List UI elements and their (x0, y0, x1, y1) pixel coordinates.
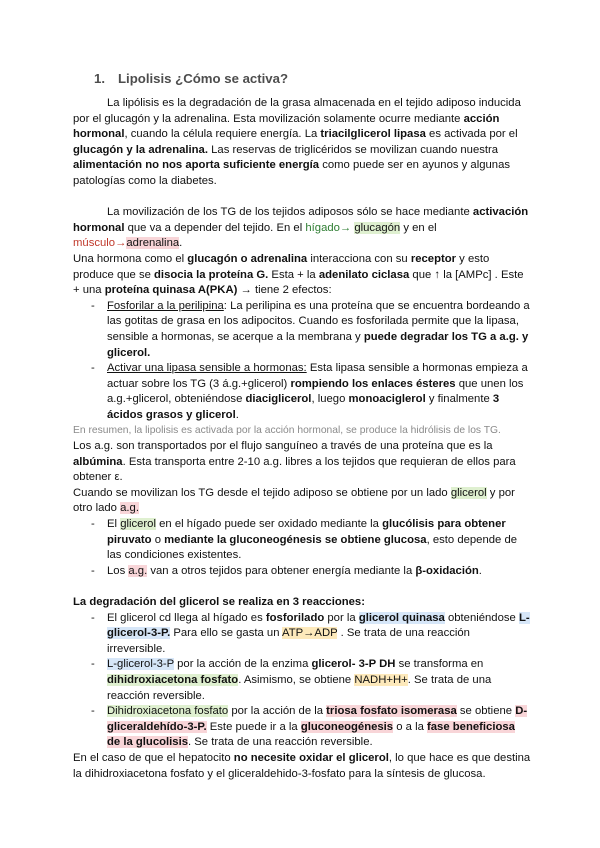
text: , esto depende de las condiciones existentes. (107, 533, 518, 562)
highlight-nadh: NADH+H+ (354, 673, 408, 686)
text: Para ello se gasta un (170, 627, 282, 640)
highlight-pathway: fase beneficiosa de la glucolisis (107, 720, 515, 749)
text: Cuando se movilizan los TG desde el tejido adiposo se obtiene por un lado (73, 486, 451, 499)
text: y esto produce que se (73, 252, 490, 281)
text: como puede ser en ayunos y algunas patologías como la diabetes. (73, 159, 510, 187)
summary-note: En resumen, la lipolisis es activada por la acción hormonal, se produce la hidrólisis de los TG. (73, 425, 501, 437)
highlight-enzyme: glicerol quinasa (358, 611, 445, 624)
bold-text: glucagón o adrenalina (187, 252, 308, 265)
text: → tiene 2 efectos: (237, 284, 332, 297)
liver-text: hígado→ (305, 221, 355, 234)
bold-text: glucólisis para obtener piruvato (107, 518, 506, 546)
paragraph-transport (73, 439, 531, 486)
fates-list (73, 517, 531, 579)
text: , lo que hace es que destina la dihidroxiacetona fosfato y el gliceraldehido-3-fosfato para la síntesis de glucosa. (73, 751, 531, 780)
list-item (73, 704, 531, 751)
bold-text: acción hormonal (73, 112, 500, 141)
text: . Se trata de una reacción reversible. (188, 736, 373, 749)
text: , cuando la célula requiere energía. La (124, 128, 321, 141)
bold-text: adenilato ciclasa (318, 268, 410, 281)
list-item (73, 517, 531, 564)
bold-text: diaciglicerol (245, 393, 312, 406)
bold-text: rompiendo los enlaces ésteres (290, 377, 456, 390)
bold-text: no necesite oxidar el glicerol (233, 751, 389, 764)
paragraph-tissue (73, 205, 531, 252)
text: que va a depender del tejido. En el (124, 221, 306, 234)
text: interacciona con su (307, 252, 411, 265)
text: o (151, 533, 165, 546)
text: . (235, 408, 239, 421)
highlight-adrenaline: adrenalina (126, 237, 180, 250)
bold-text: La degradación del glicerol se realiza en 3 reacciones: (73, 596, 365, 608)
text: El glicerol cd llega al hígado es (107, 611, 266, 624)
text: o a la (393, 720, 428, 733)
highlight-fatty-acids: a.g. (128, 564, 148, 577)
bold-text: puede degradar los TG a a.g. y glicerol. (107, 330, 529, 359)
text: Esta lipasa sensible a hormonas empieza a actuar sobre los TG (3 á.g.+glicerol) (107, 362, 528, 390)
list-item (73, 299, 531, 361)
bold-text: mediante la gluconeogénesis se obtiene glucosa (164, 533, 427, 546)
text: Esta + la (268, 268, 319, 281)
highlight-atp: ATP→ADP (282, 627, 338, 640)
paragraph-conclusion (73, 751, 531, 782)
bold-text: 3 ácidos grasos y glicerol (107, 393, 500, 421)
text: : La perilipina es una proteína que se encuentra bordeando a las gotitas de grasa en los adipocitos. Cuando es fosforilada permite que la lipasa, sensible a hormonas, se acerque a la membrana y (107, 299, 530, 343)
highlight-glucagon: glucagón (354, 221, 401, 234)
text: se obtiene (456, 705, 516, 718)
text: por la acción de la enzima (173, 658, 312, 671)
text: Las reservas de triglicéridos se movilizan cuando nuestra (207, 143, 499, 156)
text: obteniéndose (444, 611, 519, 624)
highlight-enzyme: triosa fosfato isomerasa (326, 705, 457, 718)
paragraph-hormone (73, 252, 531, 299)
highlight-glycerol: glicerol (120, 518, 156, 531)
text: . Se trata de una reacción irreversible. (107, 627, 470, 655)
section-heading (94, 71, 288, 86)
list-item (73, 611, 531, 658)
underlined-text: Activar una lipasa sensible a hormonas: (107, 362, 307, 375)
list-item (73, 361, 531, 423)
text: . (478, 564, 482, 577)
text: . Asimismo, se obtiene (238, 673, 355, 686)
text: Este puede ir a la (206, 720, 301, 733)
text: en el hígado puede ser oxidado mediante la (155, 518, 383, 531)
highlight-product: D-gliceraldehído-3-P. (107, 705, 528, 733)
bold-text: receptor (410, 252, 457, 265)
text: En el caso de que el hepatocito (73, 751, 234, 764)
text: por la acción de la (228, 705, 327, 718)
bold-text: alimentación no nos aporta suficiente energía (73, 159, 320, 172)
heading-title: Lipolisis ¿Cómo se activa? (118, 71, 289, 86)
bold-text: monoaciglerol (348, 393, 426, 406)
bold-text: glucagón y la adrenalina. (73, 143, 208, 156)
text: . (179, 237, 183, 250)
text: La lipólisis es la degradación de la grasa almacenada en el tejido adiposo inducida por el glucagón y la adrenalina. Esta movilización solamente ocurre mediante (73, 97, 521, 125)
highlight-substrate: Dihidroxiacetona fosfato (107, 705, 229, 718)
bold-text: glicerol- 3-P DH (311, 658, 396, 671)
text: Una hormona como el (73, 252, 188, 265)
text: La movilización de los TG de los tejidos adiposos sólo se hace mediante (107, 206, 473, 219)
text: y en el (400, 221, 437, 234)
muscle-text: músculo→ (73, 237, 127, 250)
text: y por otro lado (73, 486, 515, 515)
text: por la (324, 611, 359, 624)
text: van a otros tejidos para obtener energía mediante la (147, 564, 416, 577)
highlight-product: dihidroxiacetona fosfato (107, 673, 239, 686)
highlight-pathway: gluconeogénesis (300, 720, 394, 733)
bold-text: fosforilado (265, 611, 325, 624)
highlight-substrate: L-glicerol-3-P (107, 658, 174, 671)
list-item (73, 564, 531, 580)
bold-text: triacilglicerol lipasa (320, 128, 426, 141)
bold-text: albúmina (73, 455, 123, 468)
highlight-fatty-acids: a.g. (120, 502, 139, 515)
spacer (73, 190, 531, 206)
underlined-text: Fosforilar a la perilipina (107, 299, 224, 312)
spacer (73, 579, 531, 595)
bold-text: activación hormonal (73, 206, 529, 234)
text: Los (107, 564, 129, 577)
text: El (107, 518, 121, 531)
text: se transforma en (395, 658, 484, 671)
paragraph-products (73, 486, 531, 517)
text: . Esta transporta entre 2-10 a.g. libres a los tejidos que requieran de ellos para obtener ε. (73, 455, 516, 484)
text: , luego (311, 393, 349, 406)
bold-text: proteína quinasa A(PKA) (104, 284, 238, 297)
highlight-product: L-glicerol-3-P. (107, 611, 530, 640)
highlight-glycerol: glicerol (450, 486, 487, 499)
text: que unen los a.g.+glicerol, obteniéndose (107, 377, 524, 406)
section2-title (73, 595, 531, 611)
bold-text: β-oxidación (415, 564, 479, 577)
effects-list (73, 299, 531, 424)
text: y finalmente (425, 393, 493, 406)
reactions-list (73, 611, 531, 751)
document-body (73, 96, 531, 782)
paragraph-intro (73, 96, 531, 190)
bold-text: disocia la proteína G. (154, 268, 269, 281)
text: que ↑ la [AMPc] . Este + una (73, 268, 524, 297)
text: Los a.g. son transportados por el flujo sanguíneo a través de una proteína que es la (73, 440, 493, 453)
text: es activada por el (425, 128, 518, 141)
heading-number: 1. (94, 71, 105, 86)
text: . Se trata de una reacción reversible. (107, 673, 492, 702)
list-item (73, 657, 531, 704)
